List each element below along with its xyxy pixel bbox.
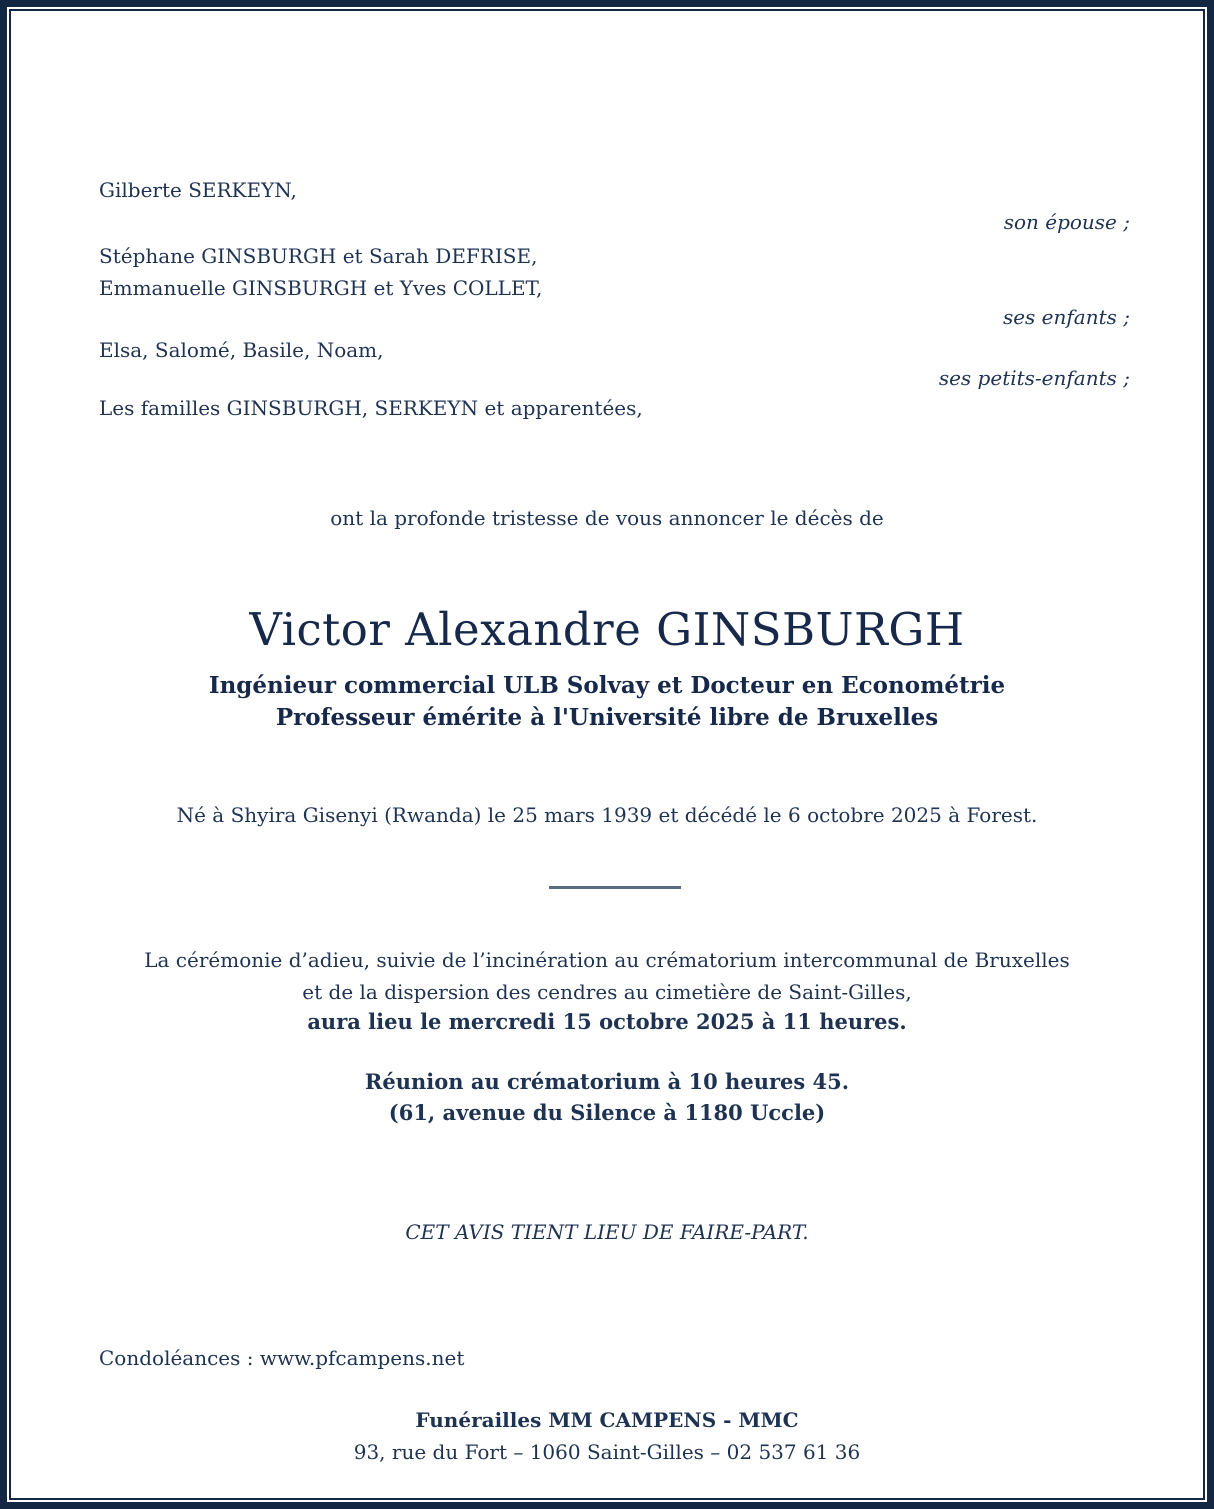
deceased-title-line-1: Ingénieur commercial ULB Solvay et Docteur en Econométrie [208, 672, 1006, 699]
deceased-title-line-2: Professeur émérite à l'Université libre de Bruxelles [275, 704, 939, 731]
spouse-role: son épouse ; [1003, 210, 1130, 234]
meeting-line-1: Réunion au crématorium à 10 heures 45. [364, 1069, 850, 1094]
meeting-line-2: (61, avenue du Silence à 1180 Uccle) [388, 1100, 826, 1125]
funeral-home-address: 93, rue du Fort – 1060 Saint-Gilles – 02 537 61 36 [353, 1440, 861, 1464]
spouse-name: Gilberte SERKEYN, [99, 178, 297, 202]
ceremony-line-1: La cérémonie d’adieu, suivie de l’incinération au crématorium intercommunal de Bruxelles [144, 948, 1070, 972]
families-line: Les familles GINSBURGH, SERKEYN et apparentées, [99, 396, 643, 420]
notice-line: CET AVIS TIENT LIEU DE FAIRE-PART. [405, 1220, 809, 1244]
grandchildren-names: Elsa, Salomé, Basile, Noam, [99, 338, 384, 362]
children-role: ses enfants ; [1002, 305, 1130, 329]
children-line-2: Emmanuelle GINSBURGH et Yves COLLET, [99, 276, 543, 300]
ceremony-line-2: et de la dispersion des cendres au cimetière de Saint-Gilles, [302, 980, 912, 1004]
condolences-line: Condoléances : www.pfcampens.net [99, 1346, 465, 1370]
life-dates-line: Né à Shyira Gisenyi (Rwanda) le 25 mars 1939 et décédé le 6 octobre 2025 à Forest. [176, 803, 1038, 827]
children-line-1: Stéphane GINSBURGH et Sarah DEFRISE, [99, 244, 538, 268]
grandchildren-role: ses petits-enfants ; [938, 366, 1130, 390]
intro-line: ont la profonde tristesse de vous annoncer le décès de [330, 506, 884, 530]
section-divider [549, 886, 681, 889]
ceremony-line-3: aura lieu le mercredi 15 octobre 2025 à 11 heures. [307, 1009, 907, 1034]
deceased-name: Victor Alexandre GINSBURGH [249, 603, 965, 656]
funeral-home-name: Funérailles MM CAMPENS - MMC [415, 1408, 799, 1432]
